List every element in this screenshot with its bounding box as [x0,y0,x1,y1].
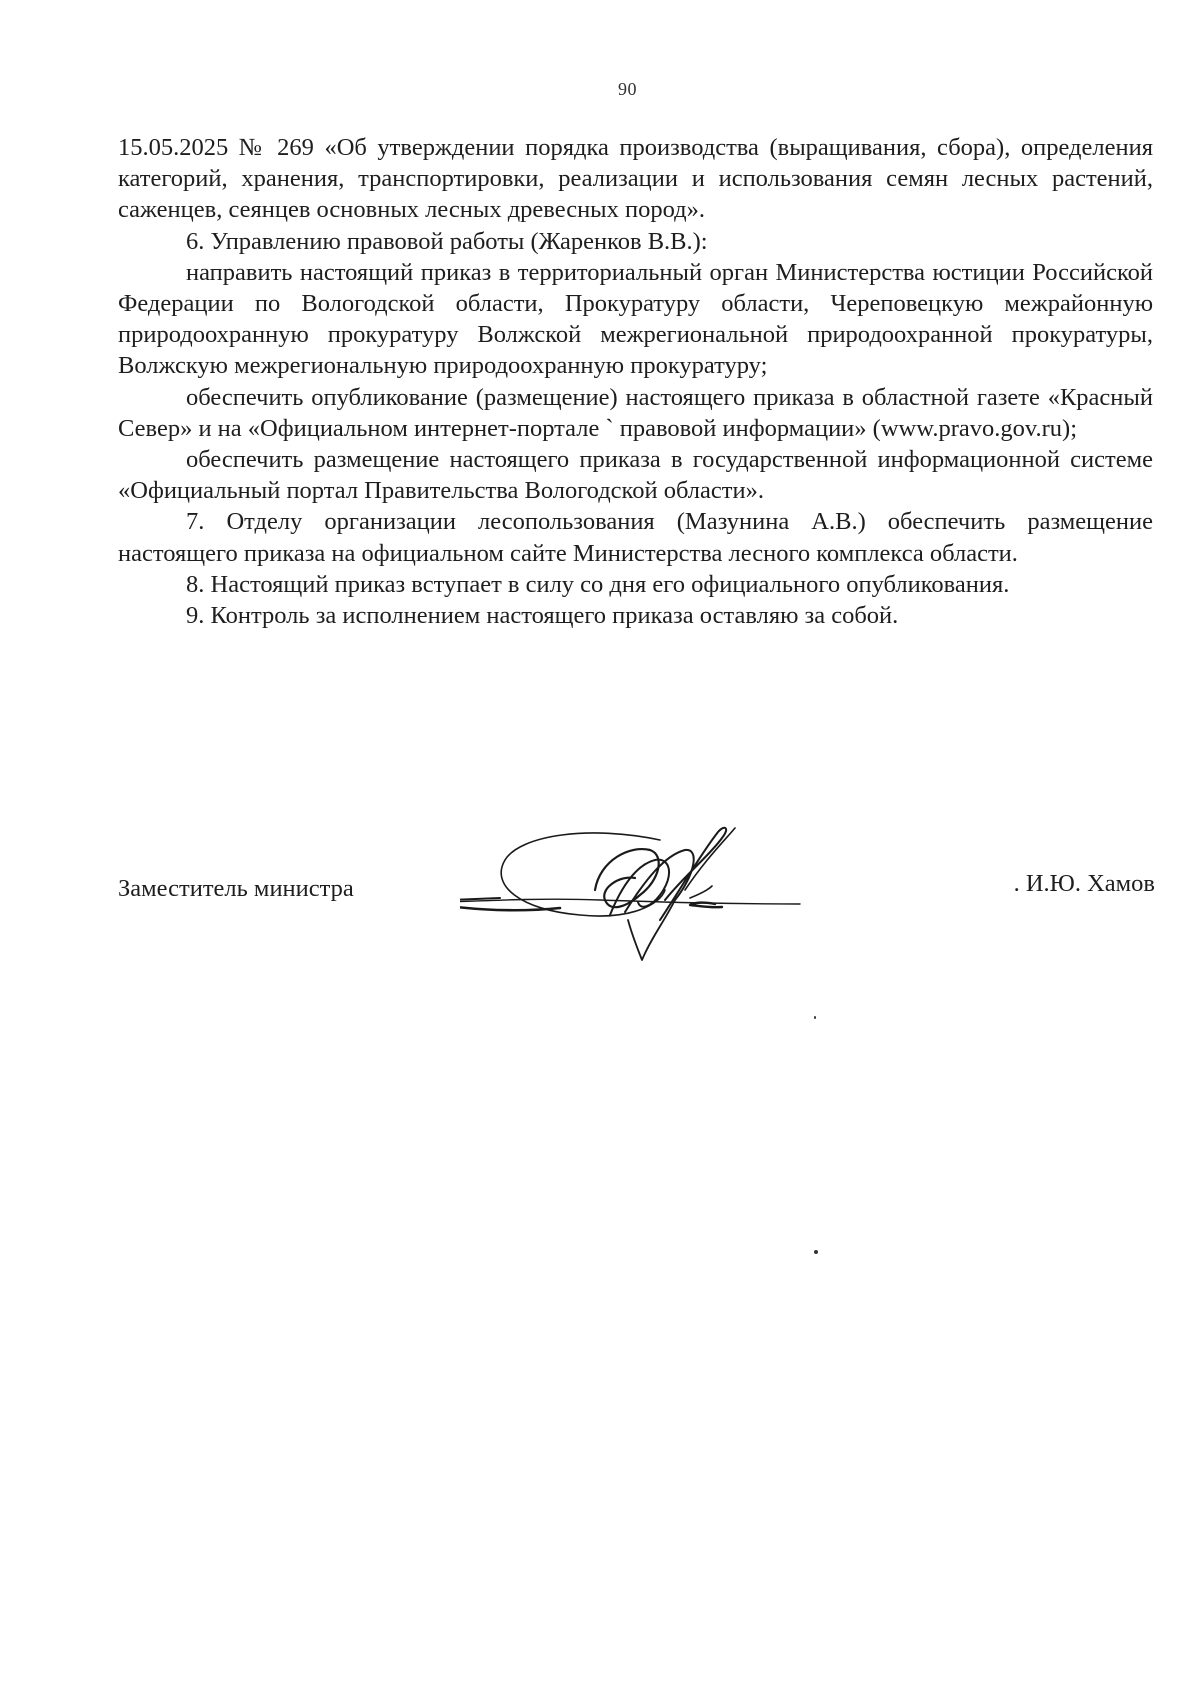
signer-position: Заместитель министра [118,875,354,902]
document-body [118,132,1153,631]
paragraph-item-8: 8. Настоящий приказ вступает в силу со дня его официального опубликования. [186,570,1010,598]
paragraph-publish-order: обеспечить опубликование (размещение) настоящего приказа в областной газете «Красный Север» и на «Официальном интернет-портале ` правовой информации» (www.pravo.gov.ru); [118,383,1153,442]
paragraph-continuation: 15.05.2025 № 269 «Об утверждении порядка производства (выращивания, сбора), определения категорий, хранения, транспортировки, реализации и использования семян лесных растений, саженцев, сеянцев основных лесных древесных пород». [118,134,1153,224]
handwritten-signature [460,820,880,980]
paragraph-item-7: 7. Отделу организации лесопользования (Мазунина А.В.) обеспечить размещение настоящего приказа на официальном сайте Министерства лесного комплекса области. [118,508,1153,567]
paragraph-item-6: 6. Управлению правовой работы (Жаренков В.В.): [186,227,708,255]
scan-speck [814,1250,818,1254]
scan-speck [814,1016,816,1019]
paragraph-item-9: 9. Контроль за исполнением настоящего приказа оставляю за собой. [186,602,899,630]
signature-block [0,820,1200,980]
page-number: 90 [618,79,637,99]
paragraph-place-order: обеспечить размещение настоящего приказа в государственной информационной системе «Официальный портал Правительства Вологодской области». [118,446,1153,505]
signer-name: . И.Ю. Хамов [1013,870,1155,897]
paragraph-send-order: направить настоящий приказ в территориальный орган Министерства юстиции Российской Федерации по Вологодской области, Прокуратуру области, Череповецкую межрайонную природоохранную прокуратуру Волжской межрегиональной природоохранной прокуратуры, Волжскую межрегиональную природоохранную прокуратуру; [118,258,1153,380]
